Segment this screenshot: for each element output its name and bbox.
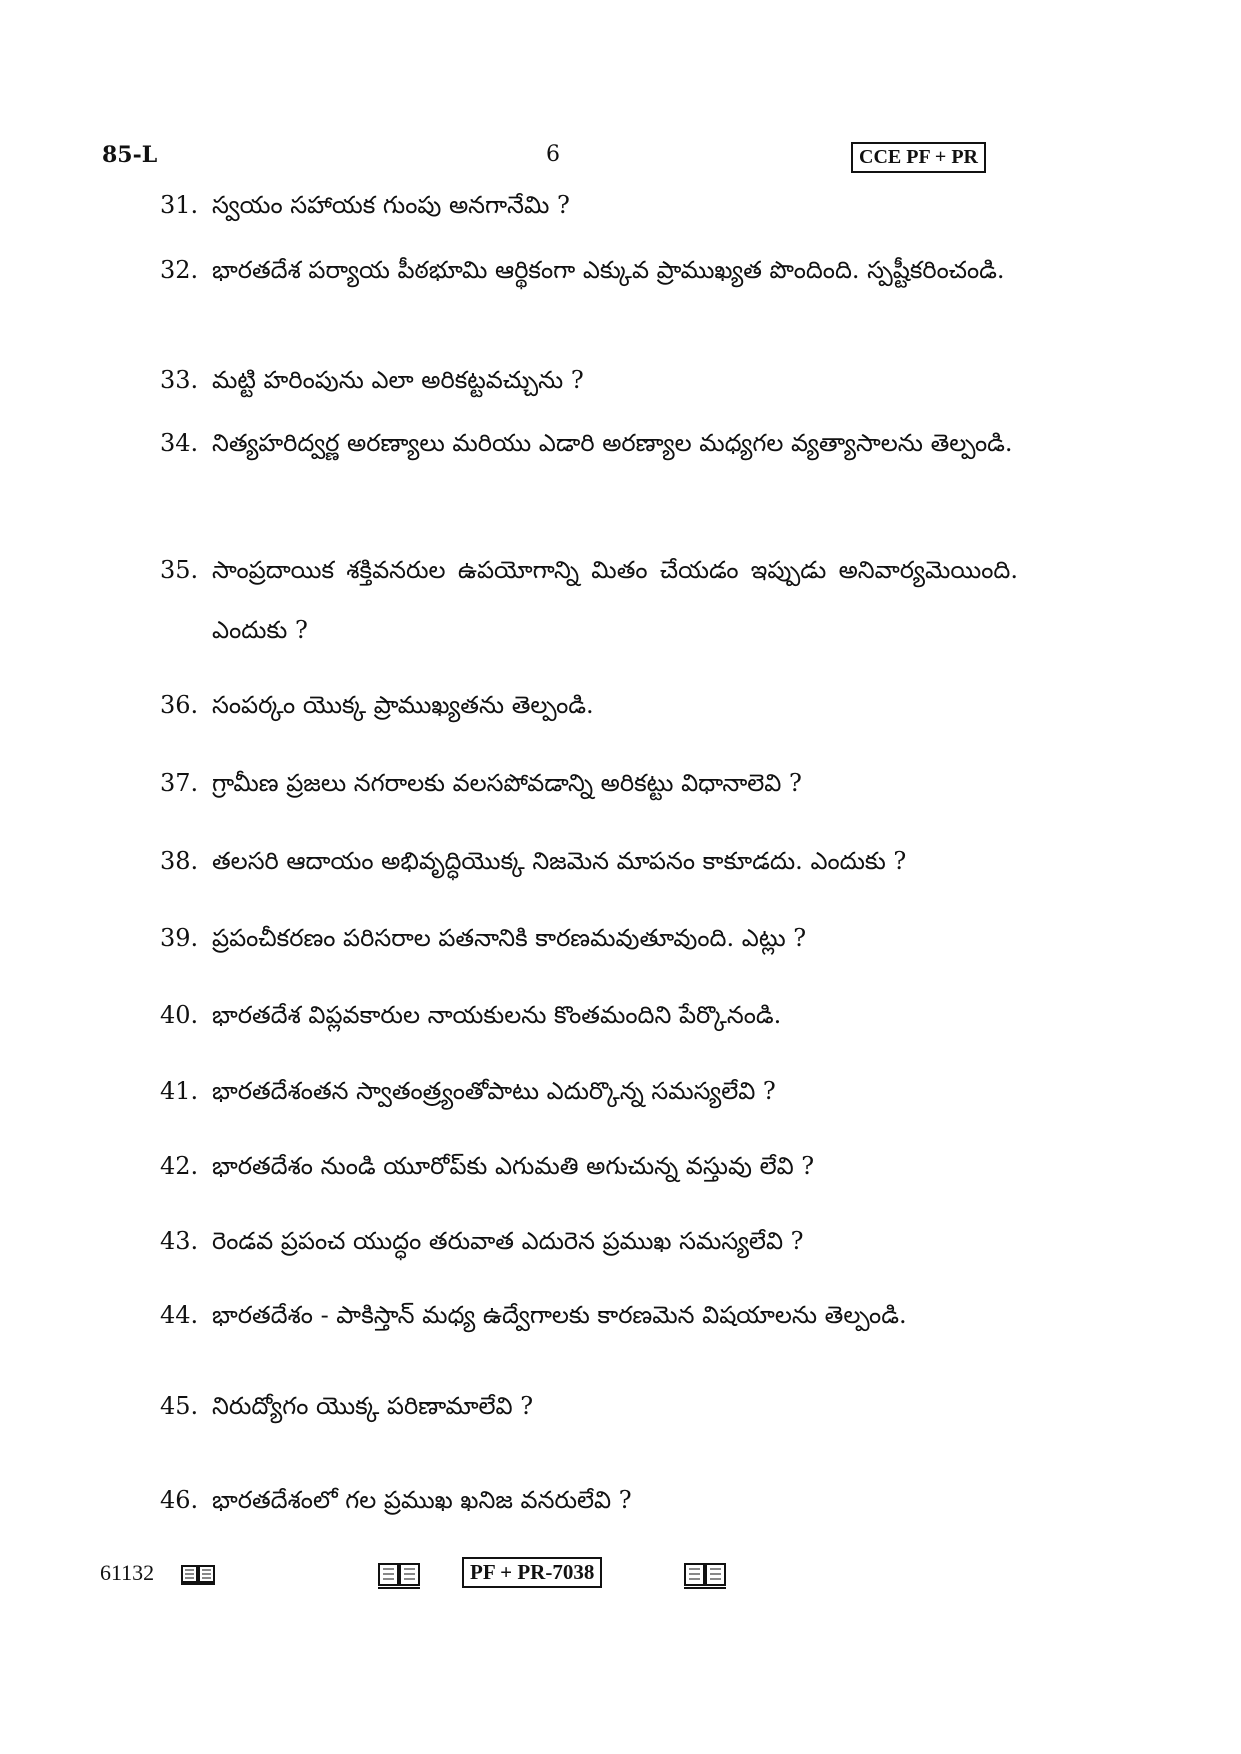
question-number: 44.: [160, 1301, 199, 1329]
question-number: 37.: [160, 769, 199, 797]
page-number: 6: [546, 142, 560, 167]
question-item: [160, 836, 1018, 886]
question-number: 39.: [160, 924, 199, 952]
question-item: [160, 1066, 1018, 1116]
question-text: భారతదేశం నుండి యూరోప్‌కు ఎగుమతి అగుచున్న వస్తువు లేవి ?: [212, 1152, 815, 1180]
paper-code: 85-L: [102, 142, 158, 168]
question-item: [160, 758, 1018, 808]
question-number: 36.: [160, 691, 199, 719]
question-item: [160, 680, 1018, 730]
question-text: నిత్యహరిద్వర్ణ అరణ్యాలు మరియు ఎడారి అరణ్యాల మధ్యగల వ్యత్యాసాలను తెల్పండి.: [212, 429, 1013, 457]
book-icon: [683, 1560, 727, 1594]
question-number: 31.: [160, 191, 199, 219]
question-text: తలసరి ఆదాయం అభివృద్ధియొక్క నిజమెన మాపనం కాకూడదు. ఎందుకు ?: [212, 847, 907, 875]
question-text: భారతదేశ పర్యాయ పీఠభూమి ఆర్థికంగా ఎక్కువ ప్రాముఖ్యత పొందింది. స్పష్టీకరించండి.: [212, 256, 1005, 284]
question-number: 43.: [160, 1227, 199, 1255]
question-item: [160, 1381, 1018, 1431]
question-item: [160, 245, 1018, 295]
question-number: 46.: [160, 1486, 199, 1514]
question-number: 40.: [160, 1001, 199, 1029]
question-text: సంపర్కం యొక్క ప్రాముఖ్యతను తెల్పండి.: [212, 691, 594, 719]
question-number: 38.: [160, 847, 199, 875]
question-text: భారతదేశం - పాకిస్తాన్ మధ్య ఉద్వేగాలకు కారణమెన విషయాలను తెల్పండి.: [212, 1301, 907, 1329]
question-text: స్వయం సహాయక గుంపు అనగానేమి ?: [212, 191, 570, 219]
question-text: భారతదేశంలో గల ప్రముఖ ఖనిజ వనరులేవి ?: [212, 1486, 632, 1514]
question-text: భారతదేశంతన స్వాతంత్ర్యంతోపాటు ఎదుర్కొన్న సమస్యలేవి ?: [212, 1077, 776, 1105]
question-text: గ్రామీణ ప్రజలు నగరాలకు వలసపోవడాన్ని అరికట్టు విధానాలెవి ?: [212, 769, 802, 797]
book-icon: [180, 1562, 216, 1590]
question-text: మట్టి హరింపును ఎలా అరికట్టవచ్చును ?: [212, 366, 584, 394]
question-number: 35.: [160, 556, 199, 584]
question-item: [160, 1141, 1018, 1191]
question-item: [160, 355, 1018, 405]
question-number: 41.: [160, 1077, 199, 1105]
question-text: రెండవ ప్రపంచ యుద్ధం తరువాత ఎదురెన ప్రముఖ సమస్యలేవి ?: [212, 1227, 804, 1255]
question-text: ప్రపంచీకరణం పరిసరాల పతనానికి కారణమవుతూవుంది. ఎట్లు ?: [212, 924, 807, 952]
book-icon: [377, 1560, 421, 1594]
footer-code: 61132: [100, 1560, 155, 1585]
question-item: [160, 990, 1018, 1040]
question-text: సాంప్రదాయిక శక్తివనరుల ఉపయోగాన్ని మితం చేయడం ఇప్పుడు అనివార్యమెయింది. ఎందుకు ?: [212, 556, 1018, 644]
question-item: [160, 1290, 1018, 1340]
question-number: 33.: [160, 366, 199, 394]
question-number: 45.: [160, 1392, 199, 1420]
question-item: [160, 418, 1018, 468]
question-number: 32.: [160, 256, 199, 284]
paper-tag: CCE PF + PR: [851, 142, 986, 173]
question-item: [160, 540, 1018, 660]
question-number: 34.: [160, 429, 199, 457]
question-number: 42.: [160, 1152, 199, 1180]
question-item: [160, 180, 1018, 230]
question-item: [160, 1216, 1018, 1266]
question-text: నిరుద్యోగం యొక్క పరిణామాలేవి ?: [212, 1392, 534, 1420]
footer-code-box: PF + PR-7038: [462, 1557, 602, 1588]
question-item: [160, 913, 1018, 963]
question-text: భారతదేశ విప్లవకారుల నాయకులను కొంతమందిని పేర్కొనండి.: [212, 1001, 782, 1029]
question-item: [160, 1475, 1018, 1525]
